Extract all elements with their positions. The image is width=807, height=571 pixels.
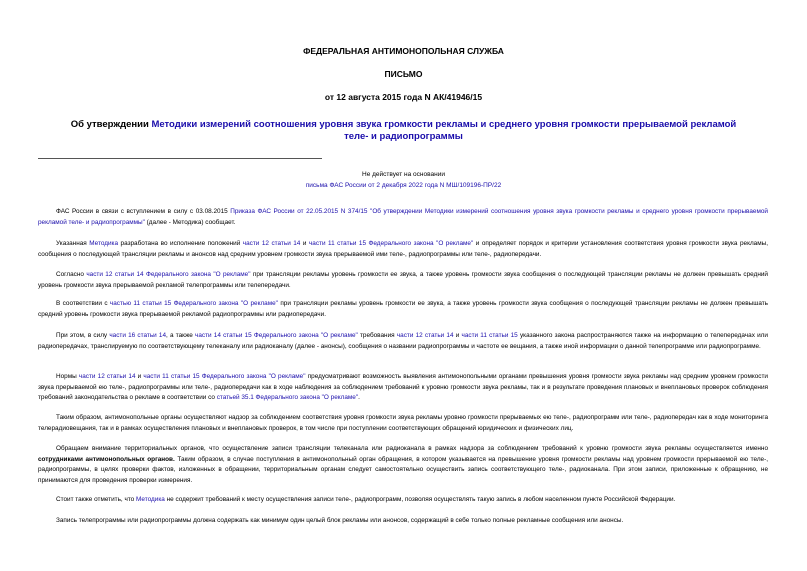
text: разработана во исполнение положений: [118, 240, 243, 247]
text: , а также: [166, 332, 196, 339]
text: и: [135, 373, 144, 380]
text: Стоит также отметить, что: [56, 496, 137, 503]
law-link[interactable]: части 12 статьи 14 Федерального закона "О рекламе": [86, 271, 251, 278]
doc-type: ПИСЬМО: [384, 69, 423, 79]
text: Запись телепрограммы или радиопрограммы должна содержать как минимум один целый блок рекламы или анонсов, содержащий в себе только полные рекламные сообщения или анонсы.: [56, 517, 624, 524]
paragraph-7: [38, 413, 768, 434]
text: требования: [357, 332, 397, 339]
paragraph-8: [38, 444, 768, 486]
methodology-link[interactable]: Методика: [89, 240, 119, 247]
law-link[interactable]: части 11 статьи 15 Федерального закона "О рекламе": [308, 240, 474, 247]
paragraph-10: [38, 516, 768, 527]
text: Таким образом, в случае поступления в антимонопольный орган обращения, в котором указывается на превышение уровня громкости рекламы над уровнем громкости прерываемой ею теле-, радиопрограммы, в целях проверки фактов, изложенных в обращении, территориальным органам следует самостоятельно осуществить запись соответствующего теле-, радиоканала. При этом записи, приложенные к обращению, не принимаются для проведения проверки измерения.: [38, 455, 769, 484]
order-374-link[interactable]: Приказа ФАС России от 22.05.2015 N 374/15 "Об утверждении Методики измерений соотношения уровня звука громкости рекламы и среднего уровня громкости прерываемой рекламой теле- и радиопрограммы": [38, 208, 768, 226]
text: при трансляции рекламы уровень громкости ее звука, а также уровень громкости звука сообщения о последующей трансляции рекламы не должен превышать средний уровень громкости звука прерываемой рекламой телепрограммы или телепередачи.: [38, 271, 768, 289]
law-link[interactable]: части 16 статьи 14: [109, 332, 167, 339]
text: и определяет порядок и критерии установления соответствия уровня громкости звука рекламы, сообщения о последующей трансляции рекламы и анонсов над средним уровнем громкости звука прерываемой ими теле-, радиопрограммы или теле-, радиопередачи.: [38, 240, 768, 258]
methodology-link[interactable]: Методика: [136, 496, 165, 503]
divider-line: [38, 158, 322, 159]
text: Обращаем внимание территориальных органов, что осуществление записи трансляции телеканала или радиоканала в рамках надзора за соблюдением требований к уровню громкости звука рекламы осуществляется именно: [56, 445, 768, 452]
law-link[interactable]: частью 11 статьи 15 Федерального закона "О рекламе": [109, 300, 278, 307]
text: Указанная: [56, 240, 90, 247]
emphasis-staff: сотрудниками антимонопольных органов.: [38, 455, 175, 463]
paragraph-4: [38, 299, 768, 320]
text: (далее - Методика) сообщает.: [144, 218, 236, 226]
text: Таким образом, антимонопольные органы осуществляют надзор за соблюдением соответствия уровня громкости звука рекламы уровню громкости прерываемых ею теле-, радиопрограмм или теле-, радиопередач как в ходе мониторинга телерадиовещания, так и в рамках осуществления плановых и внеплановых проверок, в том числе при поступлении соответствующих обращений юридических и физических лиц.: [38, 414, 768, 432]
law-link[interactable]: части 11 статьи 15 Федерального закона "О рекламе": [143, 373, 306, 380]
law-link[interactable]: части 12 статьи 14: [242, 240, 301, 247]
law-link[interactable]: части 14 статьи 15 Федерального закона "О рекламе": [195, 332, 358, 339]
paragraph-6: [38, 372, 768, 404]
title-methodology-link[interactable]: Методики измерений соотношения уровня звука громкости рекламы и среднего уровня громкости прерываемой рекламой теле- и радиопрограммы: [151, 119, 737, 142]
article-35-1-link[interactable]: статьей 35.1 Федерального закона "О рекламе": [216, 394, 359, 402]
text: предусматривают возможность выявления антимонопольными органами превышения уровня громкости звука рекламы над средним уровнем громкости звука прерываемой ею теле-, радиопрограммы или теле-, радиопередачи как в ходе наблюдения за соблюдением требований к уровню громкости звука рекламы, так и в результате проведения плановых и внеплановых проверок соблюдения требований законодательства о рекламе в соответствии со: [38, 373, 768, 402]
text: Согласно: [56, 271, 87, 278]
text: При этом, в силу: [56, 332, 110, 339]
text: указанного закона распространяются также на информацию о телепередачах или радиопередачах, транслируемую по соответствующему телеканалу или радиоканалу (далее - анонсы), сообщения о названии радиопрограммы и частоте ее вещания, а также иной информации о данной телепрограмме или радиопрограмме.: [38, 332, 768, 350]
text: Нормы: [56, 373, 79, 380]
doc-title: [60, 119, 747, 143]
paragraph-2: [38, 239, 768, 260]
law-link[interactable]: части 11 статьи 15: [461, 332, 518, 339]
text: ФАС России в связи с вступлением в силу с 03.08.2015: [56, 208, 231, 215]
paragraph-9: [38, 495, 768, 506]
text: при трансляции рекламы уровень громкости ее звука, а также уровень громкости звука сообщения о последующей трансляции рекламы не должен превышать средний уровень громкости звука прерываемой рекламой радиопрограммы или радиопередачи.: [38, 300, 769, 318]
paragraph-1: [38, 207, 768, 228]
text: не содержит требований к месту осуществления записи теле-, радиопрограмм, позволяя осуществлять такую запись в любом населенном пункте Российской Федерации.: [164, 496, 676, 503]
paragraph-3: [38, 270, 768, 291]
law-link[interactable]: части 12 статьи 14: [396, 332, 454, 339]
text: и: [453, 332, 462, 339]
text: В соответствии с: [56, 300, 110, 307]
text: и: [300, 240, 309, 247]
title-prefix: Об утверждении: [70, 119, 152, 130]
status-note-link[interactable]: письма ФАС России от 2 декабря 2022 года N МШ/109196-ПР/22: [305, 182, 502, 189]
status-note-line1: Не действует на основании: [362, 171, 445, 178]
doc-date-number: от 12 августа 2015 года N АК/41946/15: [324, 92, 483, 102]
agency-name: ФЕДЕРАЛЬНАЯ АНТИМОНОПОЛЬНАЯ СЛУЖБА: [303, 46, 504, 56]
text: .: [358, 394, 360, 402]
law-link[interactable]: части 12 статьи 14: [78, 373, 136, 380]
paragraph-5: [38, 331, 768, 352]
